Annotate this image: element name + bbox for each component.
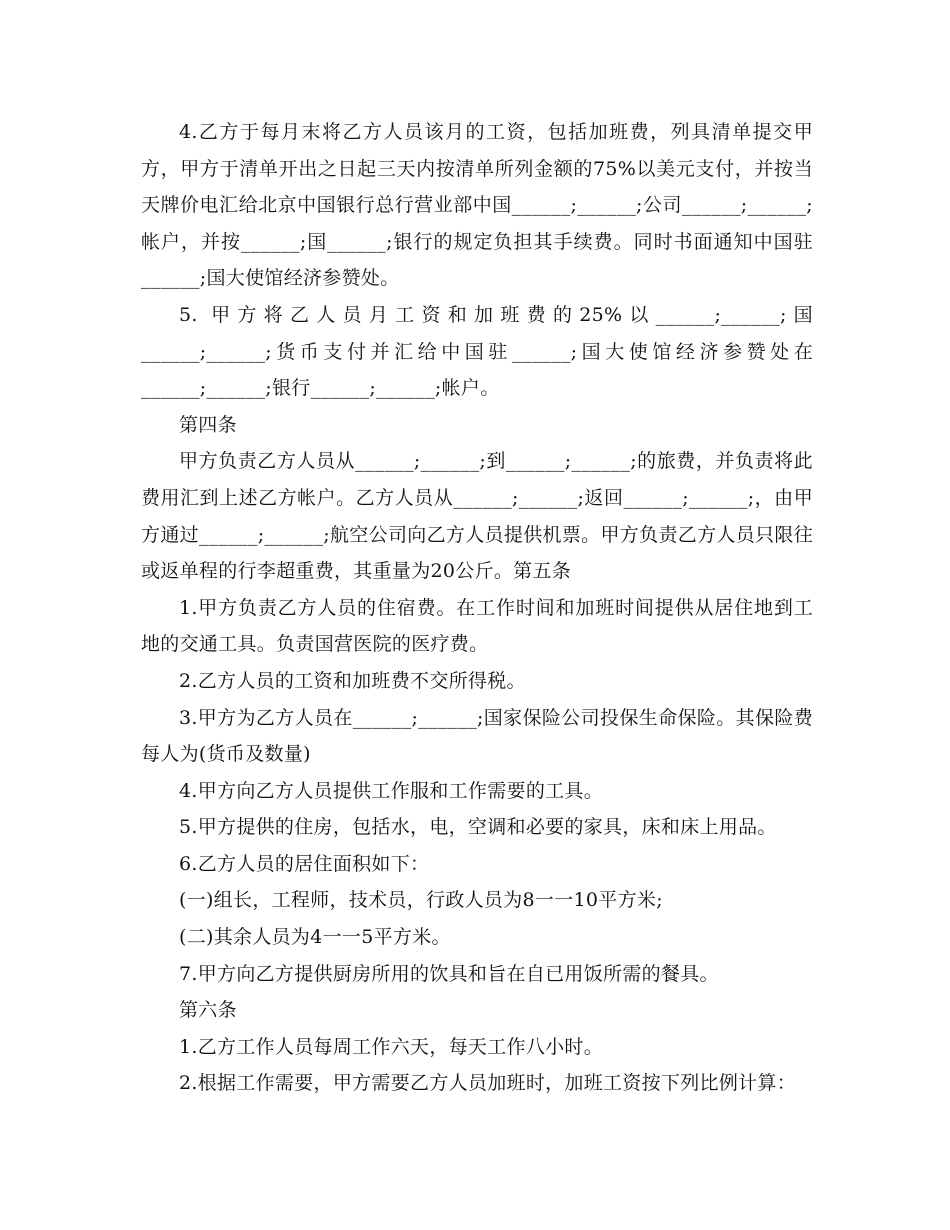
- clause-paragraph: 4.乙方于每月末将乙方人员该月的工资，包括加班费，列具清单提交甲方，甲方于清单开出之日起三天内按清单所列金额的75%以美元支付，并按当天牌价电汇给北京中国银行总行营业部中国______;______;公司______;______;帐户，并按______;国______;银行的规定负担其手续费。同时书面通知中国驻______;国大使馆经济参赞处。: [141, 121, 813, 290]
- article-heading: 第四条: [179, 413, 237, 436]
- clause-paragraph: 甲方负责乙方人员从______;______;到______;______;的旅费，并负责将此费用汇到上述乙方帐户。乙方人员从______;______;返回______;______;，由甲方通过______;______;航空公司向乙方人员提供机票。甲方负责乙方人员只限往或返单程的行李超重费，其重量为20公斤。第五条: [141, 450, 813, 583]
- clause-paragraph: (二)其余人员为4一一5平方米。: [179, 926, 451, 949]
- article-heading: 第六条: [179, 999, 237, 1022]
- clause-paragraph: 5. 甲方将乙人员月工资和加班费的25%以______;______;国______;______;货币支付并汇给中国驻______;国大使馆经济参赞处在______;______;银行______;______;帐户。: [141, 303, 813, 400]
- clause-paragraph: 5.甲方提供的住房，包括水，电，空调和必要的家具，床和床上用品。: [179, 816, 777, 839]
- clause-paragraph: 2.乙方人员的工资和加班费不交所得税。: [179, 669, 526, 692]
- contract-body: [141, 114, 813, 1102]
- clause-paragraph: (一)组长，工程师，技术员，行政人员为8一一10平方米;: [179, 889, 663, 912]
- clause-paragraph: 2.根据工作需要，甲方需要乙方人员加班时，加班工资按下列比例计算：: [179, 1072, 797, 1095]
- clause-paragraph: 7.甲方向乙方提供厨房所用的饮具和旨在自已用饭所需的餐具。: [179, 962, 719, 985]
- clause-paragraph: 1.乙方工作人员每周工作六天，每天工作八小时。: [179, 1035, 604, 1058]
- clause-paragraph: 3.甲方为乙方人员在______;______;国家保险公司投保生命保险。其保险费每人为(货币及数量): [141, 706, 813, 766]
- clause-paragraph: 1.甲方负责乙方人员的住宿费。在工作时间和加班时间提供从居住地到工地的交通工具。负责国营医院的医疗费。: [141, 596, 813, 656]
- clause-paragraph: 4.甲方向乙方人员提供工作服和工作需要的工具。: [179, 779, 604, 802]
- clause-paragraph: 6.乙方人员的居住面积如下：: [179, 852, 430, 875]
